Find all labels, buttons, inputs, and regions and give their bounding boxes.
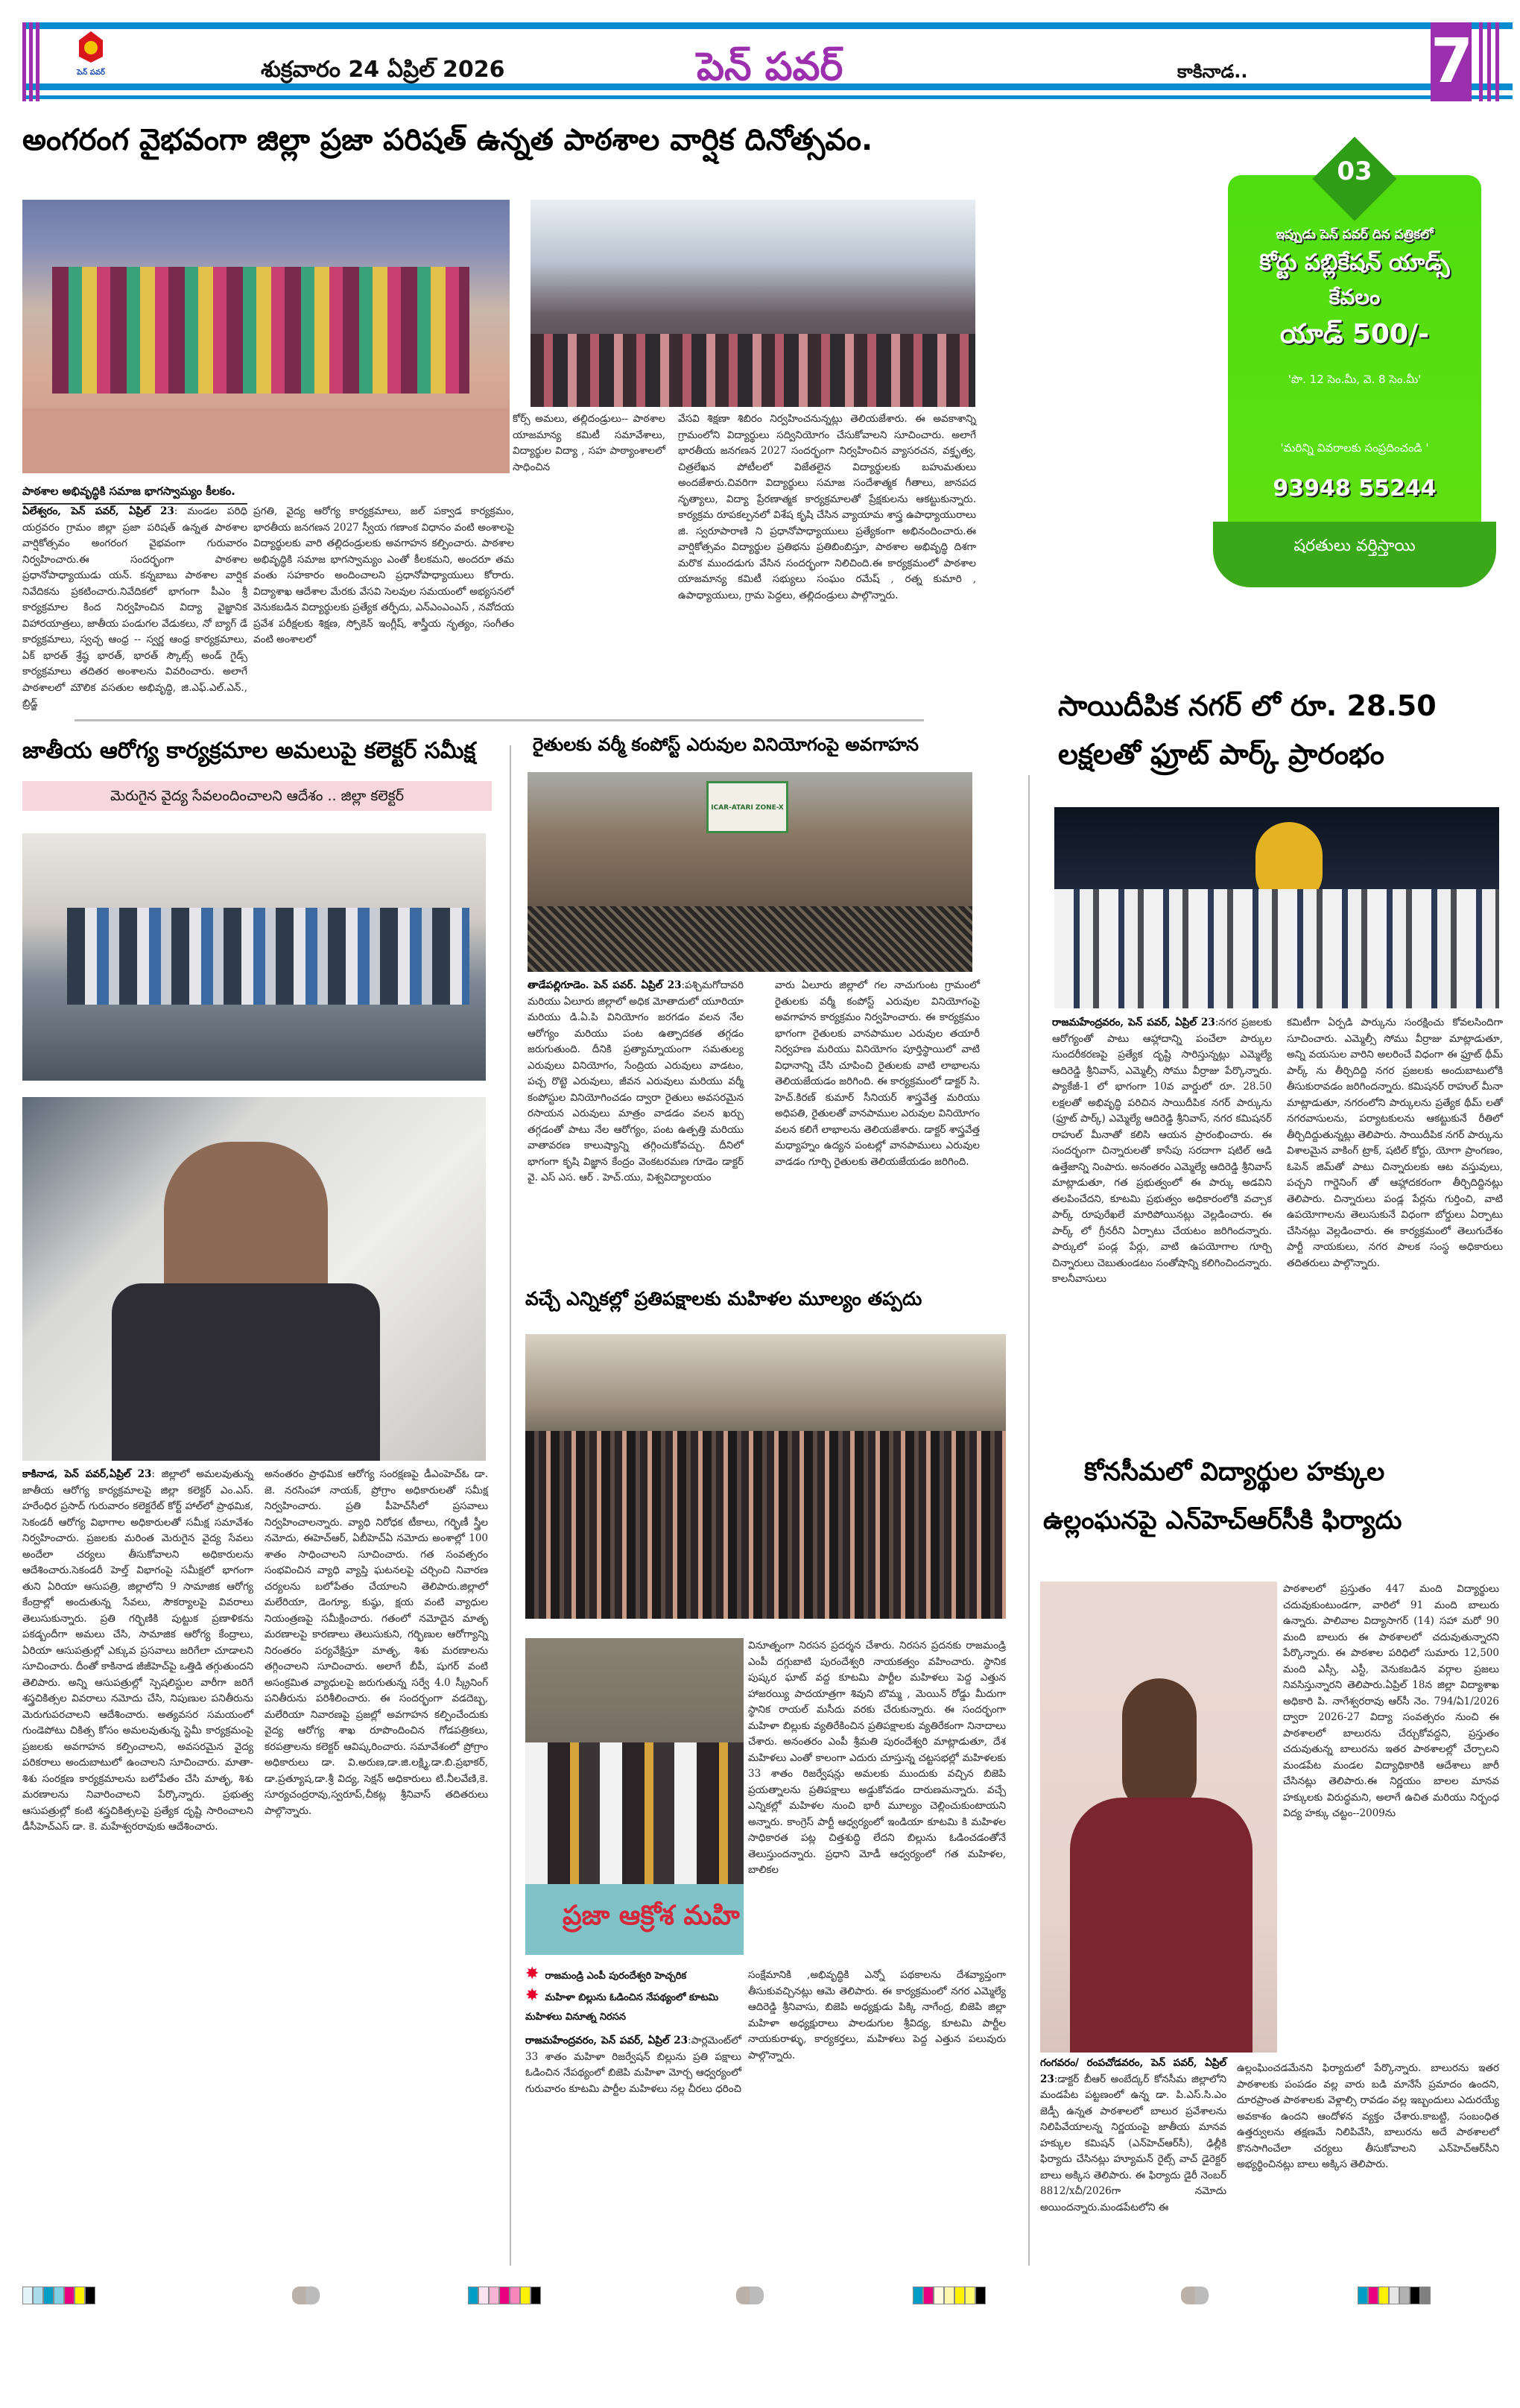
bullet-text: రాజమండ్రి ఎంపీ పురందేశ్వరి హెచ్చరిక xyxy=(545,1971,687,1982)
registration-mark xyxy=(1181,2287,1209,2304)
article2-photo-collector xyxy=(22,1097,486,1461)
masthead-top-band xyxy=(22,22,1513,29)
protest-banner-text: ప్రజా ఆక్రోశ మహి xyxy=(563,1900,740,1931)
bullet-text: మహిళా బిల్లును ఓడించిన నేపథ్యంలో కూటమి మహిళలు వినూత్న నిరసన xyxy=(525,1992,719,2023)
article4-bullets xyxy=(525,1965,741,2027)
article3-headline: రైతులకు వర్మీ కంపోస్ట్ ఎరువుల వినియోగంపై అవగాహన xyxy=(533,734,919,755)
color-swatch xyxy=(478,2287,489,2304)
cmyk-color-bar xyxy=(468,2287,541,2304)
article4-column-2a: వినూత్నంగా నిరసన ప్రదర్శన చేశారు. నిరసన ప్రదనకు రాజమండ్రి ఎంపీ దగ్గుబాటి పురందేశ్వరి నాయకత్వం వహించారు. స్థానిక పుష్కర ఘాట్ వద్ద కూటమి పార్టీల మహిళలు పెద్ద ఎత్తున హాజరయ్యి పాదయాత్రగా శివుని బొమ్మ , మెయిన్ రోడ్డు మీదుగా స్థానిక రాయల్ మసీదు వరకు చేరుకున్నారు. ఈ సందర్భంగా మహిళా బిల్లుకు వ్యతిరేకించిన ప్రతిపక్షాలకు వ్యతిరేకంగా నినాదాలు చేశారు. అనంతరం ఎంపీ శ్రీమతి పురందేశ్వరి మాట్లాడుతూ, దేశ మహిళలు ఎంతో కాలంగా ఎదురు చూస్తున్న చట్టసభల్లో మహిళలకు 33 శాతం రిజర్వేషన్లు అమలకు ముందుకు వచ్చిన బిజెపి ప్రయత్నాలను ప్రతిపక్షాలు అడ్డుకోవడం దారుణమన్నారు. వచ్చే ఎన్నికల్లో మహిళల నుంచి భారీ మూల్యం చెల్లించుకుంటాయని అన్నారు. కాంగ్రెస్ పార్టీ ఆధ్వర్యంలో ఇండియా కూటమి కి మహిళల సాధికారత పట్ల చిత్తశుద్ధి లేదని బిల్లును ఓడించడంతోనే తెలుస్తుందన్నారు. ప్రధాని మోడీ ఆధ్వర్యంలో గత మహిళల, బాలికల xyxy=(748,1640,1006,1876)
compost-bed xyxy=(528,906,972,972)
article2-headline: జాతీయ ఆరోగ్య కార్యక్రమాల అమలుపై కలెక్టర్ సమీక్ష xyxy=(22,738,476,764)
color-swatch xyxy=(33,2287,43,2304)
article6-side-column: పాఠశాలలో ప్రస్తుతం 447 మంది విద్యార్థులు చదువుకుంటుండగా, వారిలో 91 మంది బాలురు ఉన్నారు. పాలివాల విద్యాసాగర్ (14) సహా మరో 90 మంది బాలురు ఈ పాఠశాలలో చదువుతున్నారని పేర్కొన్నారు. ఈ పాఠశాల పరిధిలో సుమారు 12,500 మంది ఎస్సీ, ఎస్టీ, వెనుకబడిన వర్గాల ప్రజలు నివసిస్తున్నారని తెలిపారు.ఏప్రిల్ 18న జిల్లా విద్యాశాఖ అధికారి పి. నాగేశ్వరరావు ఆర్‌సీ నెం. 794/ఏ1/2026 ద్వారా 2026-27 విద్యా సంవత్సరం నుంచి ఈ పాఠశాలలో బాలురను చేర్చుకోవద్దని, ప్రస్తుతం చదువుతున్న బాలురను ఇతర పాఠశాలల్లో చేర్చాలని మండపేట మండల విద్యాధికారికి ఆదేశాలు జారీ చేసినట్లు తెలిపారు.ఈ నిర్ణయం బాలల మానవ హక్కులకు విరుద్ధమని, అలాగే ఉచిత మరియు నిర్బంధ విద్య హక్కు చట్టం--2009ను xyxy=(1283,1583,1499,1819)
color-swatch xyxy=(1420,2287,1431,2304)
newspaper-title: పెన్ పవర్ xyxy=(697,45,843,89)
article1-column-2b: ప్రగతి, వైద్య ఆరోగ్య కార్యక్రమాలు, జల్ పక్వాడ కార్యక్రమం, భారతీయ జనగణన 2027 స్వీయ గణాంక విధానం వంటి అంశాలపై విద్యార్థులకు వారి తల్లిదండ్రులకు అవగాహన కల్పించారు. పాఠశాల అభివృద్ధికి సమాజ భాగస్వామ్యం ఎంతో కీలకమని, అందరూ తమ వంతు సహకారం అందించాలని ప్రధానోపాధ్యాయులు కోరారు. విద్యాశాఖ ఆదేశాల మేరకు వేసవి సెలవుల సమయంలో అభ్యసనలో వెనుకబడిన విద్యార్థులకు ప్రత్యేక తర్ఫీదు, ఎన్ఎంఎంఎస్ , నవోదయ ప్రవేశ పరీక్షలకు శిక్షణ, స్పోకెన్ ఇంగ్లీష్, శాస్త్రీయ నృత్యం, సంగీతం వంటి అంశాలలో xyxy=(253,505,514,645)
article1-subhead: పాఠశాల అభివృద్ధికి సమాజ భాగస్వామ్యం కీలకం. xyxy=(22,484,247,505)
article1-dateline: ఏలేశ్వరం, పెన్ పవర్, ఏప్రిల్ 23 xyxy=(22,505,174,517)
article5-headline-line1: సాయిదీపిక నగర్ లో రూ. 28.50 xyxy=(1058,689,1437,722)
article1-photo-stage xyxy=(22,200,510,473)
cmyk-color-bar xyxy=(913,2287,986,2304)
color-swatch xyxy=(499,2287,510,2304)
protest-crowd xyxy=(525,1431,1006,1619)
color-swatch xyxy=(489,2287,499,2304)
edition-city: కాకినాడ.. xyxy=(1177,61,1248,82)
color-swatch xyxy=(954,2287,965,2304)
article1-column-2a: కోర్స్ అమలు, తల్లిదండ్రులు-- పాఠశాల యాజమాన్య కమిటీ సమావేశాలు, విద్యార్థుల విద్యా , సహ పాఠ్యాంశాలలో సాధించిన xyxy=(513,413,665,473)
color-swatch xyxy=(934,2287,944,2304)
article6-headline-line1: కోనసీమలో విద్యార్థుల హక్కుల xyxy=(1084,1457,1385,1487)
color-swatch xyxy=(520,2287,531,2304)
article3-column-2: వారు ఏలూరు జిల్లాలో గల నాచుగుంట గ్రామంలో రైతులకు వర్మీ కంపోస్ట్ ఎరువుల వినియోగంపై అవగాహన కార్యక్రమం నిర్వహించారు. ఈ కార్యక్రమం భాగంగా రైతులకు వానపాముల ఎరువుల తయారీ నిర్వహణ మరియు వినియోగం పూర్తిస్థాయిలో వాటి విధానాన్ని చేసి చూపించి రైతులకు వాటి లాభాలను తెలియజేయడం జరిగింది. ఈ కార్యక్రమంలో డాక్టర్ సి. హెచ్.కిరణ్ కుమార్ సీనియర్ శాస్త్రవేత్త మరియు అధిపతి, రైతులతో వానపాముల ఎరువుల వినియోగం వలన కలిగే లాభాలను తెలియజేశారు. డాక్టర్ శాస్త్రవేత్త మధ్యాహ్నం ఉద్యన పంటల్లో వానపాములు ఎరువుల వాడడం గూర్చి రైతులకు తెలియజేయడం జరిగింది. xyxy=(775,979,980,1168)
ad-number: 03 xyxy=(1337,157,1372,186)
article1-col1-text: : మండల పరిధి యర్రవరం గ్రామం జిల్లా ప్రజా పరిషత్ ఉన్నత పాఠశాల వార్షికోత్సవం అంగరంగ వైభవంగా గురువారం నిర్వహించారు.ఈ సందర్భంగా పాఠశాల ప్రధానోపాధ్యాయుడు యన్. కన్నబాబు పాఠశాల వార్షిక నివేదికను ప్రకటించారు.నివేదికలో భాగంగా పీఎం శ్రీ కార్యక్రమాల కింద నిర్వహించిన విద్యా వైజ్ఞానిక విహారయాత్రలు, జాతీయ పండుగల వేడుకలు, నో బ్యాగ్ డే కార్యక్రమాలు, స్వచ్ఛ ఆంధ్ర -- స్వర్ణ ఆంధ్ర కార్యక్రమాలు, ఏక్ భారత్ శ్రేష్ఠ భారత్, భారత్ స్కౌట్స్ అండ్ గైడ్స్ కార్యక్రమాలు తదితర అంశాలను వివరించారు. అలాగే పాఠశాలలో మౌలిక వసతుల అభివృద్ధి, జి.ఎఫ్.ఎల్.ఎన్., బ్రిడ్జ్ xyxy=(22,505,247,710)
masthead-stripe xyxy=(1479,22,1483,101)
protest-banner xyxy=(525,1884,744,1955)
color-swatch xyxy=(913,2287,923,2304)
article5-headline-line2: లక్షలతో ఫ్రూట్ పార్క్ ప్రారంభం xyxy=(1058,738,1384,771)
article4-column-1 xyxy=(525,2033,741,2097)
ad-line-3: కేవలం xyxy=(1329,285,1381,309)
star-bullet-icon: ✸ xyxy=(525,1986,539,2005)
masthead-stripe xyxy=(29,22,33,101)
article1-photo-audience xyxy=(531,200,975,407)
audience xyxy=(531,334,975,407)
officials-holding-posters xyxy=(67,908,469,1005)
masthead-stripe xyxy=(22,22,26,101)
court-publication-ad xyxy=(1213,149,1496,589)
article5-column-2: కమిటీగా ఏర్పడి పార్కును సంరక్షించు కోవలసిందిగా సూచించారు. ఎమ్మెల్సీ సోము వీర్రాజు మాట్లాడుతూ, అన్ని వయసుల వారిని అలరించే విధంగా ఈ ఫ్రూట్ థీమ్ పార్క్ ను తీర్చిదిద్ది నగర ప్రజలకు అందుబాటులోకి తీసుకురావడం జరిగిందన్నారు. కమిషనర్ రాహుల్ మీనా మాట్లాడుతూ, నగరంలోని పార్కులను ప్రత్యేక థీమ్ లతో నగరవాసులను, పర్యాటకులను ఆకట్టుకునే రీతిలో తీర్చిదిద్దుతున్నట్లు తెలిపారు. సాయిదీపిక నగర్ పార్కును విశాలమైన వాకింగ్ ట్రాక్, షటిల్ కోర్టు, యోగా ప్రాంగణం, ఓపెన్ జిమ్‌తో పాటు చిన్నారులకు ఆట వస్తువులు, పచ్చని గార్డెనింగ్ తో ఆహ్లాదకరంగా తీర్చిదిద్దినట్లు తెలిపారు. చిన్నారులు పండ్ల పేర్లను గుర్తించి, వాటి ఉపయోగాలను తెలుసుకునే విధంగా బోర్డులు ఏర్పాటు చేసినట్లు వెల్లడించారు. ఈ కార్యక్రమంలో తెలుగుదేశం పార్టీ నాయకులు, నగర పాలక సంస్థ అధికారులు తదితరులు పాల్గొన్నారు. xyxy=(1287,1017,1503,1269)
color-swatch xyxy=(64,2287,75,2304)
article6-photo-portrait xyxy=(1040,1581,1277,2053)
masthead-stripe xyxy=(1495,22,1499,101)
ad-phone[interactable]: 93948 55244 xyxy=(1273,475,1437,502)
article3-col1-text: :పశ్చిమగోదావరి మరియు ఏలూరు జిల్లాలో అధిక మోతాదులో యూరియా మరియు డి.ఏ.పి వినియోగం జరగడం వలన నేల ఆరోగ్యం మరియు పంట ఉత్పాదకత తగ్గడం జరుగుతుంది. దీనికి ప్రత్యామ్నాయంగా సమతుల్య ఎరువులు వినియోగం, సేంద్రియ ఎరువులు వాడటం, పచ్చ రొట్టె ఎరువులు, జీవన ఎరువులు మరియు వర్మీ కంపోస్టుల వినియోగించడం ద్వారా రైతులు అవసరమైన రసాయన ఎరువులు మాత్రం వాడడం వలన ఖర్చు తగ్గడంతో పాటు నేల ఆరోగ్యం, పంట ఉత్పత్తి మరియు వాతావరణ కాలుష్యాన్ని తగ్గించుకోవచ్చు. దీనిలో భాగంగా కృషి విజ్ఞాన కేంద్రం వెంకటరమణ గూడెం డాక్టర్ వై. ఎస్ ఎస. ఆర్ . హెచ్.యు, విశ్వవిద్యాలయం xyxy=(528,979,744,1184)
page-number: 7 xyxy=(1431,22,1472,101)
performers xyxy=(52,267,469,394)
article6-dateline: గంగవరం/ రంపచోడవరం, పెన్ పవర్, ఏప్రిల్ 23 xyxy=(1040,2057,1226,2085)
article4-column-2b: సంక్షేమానికి ,అభివృద్ధికి ఎన్నో పథకాలను దేశవ్యాప్తంగా తీసుకువచ్చినట్లు ఆమె తెలిపారు. ఈ కార్యక్రమంలో నగర ఎమ్మెల్యే ఆదిరెడ్డి శ్రీనివాసు, బిజెపి అధ్యక్షుడు పిక్కి నాగేంద్ర, బిజెపి జిల్లా మహిళా అధ్యక్షురాలు పాలడుగుల శ్రీవిద్య, కూటమి పార్టీల నాయకురాళ్ళు, కార్యకర్తలు, మహిళలు పెద్ద ఎత్తున పలువురు పాల్గొన్నారు. xyxy=(748,1969,1006,2061)
color-swatch xyxy=(1378,2287,1389,2304)
dignitaries-group xyxy=(1054,889,1499,1008)
article4-bullet xyxy=(525,1986,741,2027)
article1-column-1 xyxy=(22,504,247,712)
color-swatch xyxy=(1368,2287,1378,2304)
masthead-stripe xyxy=(1487,22,1491,101)
article3-column-1 xyxy=(528,978,744,1186)
article2-column-1 xyxy=(22,1467,253,1836)
article3-photo-compost xyxy=(528,772,972,972)
ad-line-2: కోర్టు పబ్లికేషన్ యాడ్స్ xyxy=(1259,250,1450,276)
color-swatch xyxy=(1399,2287,1410,2304)
column-rule xyxy=(510,745,511,2266)
newspaper-logo xyxy=(73,30,109,79)
color-swatch xyxy=(944,2287,954,2304)
cmyk-color-bar xyxy=(1358,2287,1431,2304)
color-swatch xyxy=(1410,2287,1420,2304)
color-swatch xyxy=(510,2287,520,2304)
article2-col1-text: : జిల్లాలో అమలవుతున్న జాతీయ ఆరోగ్య కార్యక్రమాలపై జిల్లా కలెక్టర్ ఎం.ఎస్. హరేంధిర ప్రసాద్ గురువారం కలెక్టరేట్ కోర్ట్ హాల్‌లో ప్రాథమిక, సెకండరీ ఆరోగ్య విభాగాల అధికారులతో సమీక్ష సమావేశం నిర్వహించారు. ప్రజలకు మరింత మెరుగైన వైద్య సేవలు అందేలా చర్యలు తీసుకోవాలని అధికారులను ఆదేశించారు.సెకండరీ హెల్త్ విభాగంపై సమీక్షలో భాగంగా తుని ఏరియా ఆసుపత్రి, జిల్లాలోని 9 సామాజిక ఆరోగ్య కేంద్రాల్లో అందుతున్న సేవలు, సౌకర్యాలపై వివరాలు తెలుసుకున్నారు. ప్రతి గర్భిణికి పుట్టుక ప్రణాళికను పకడ్బందీగా అమలు చేసి, సామాజిక ఆరోగ్య కేంద్రాలు, ఏరియా ఆసుపత్రుల్లో ఎక్కువ ప్రసవాలు జరిగేలా చూడాలని సూచించారు. దీంతో కాకినాడ జీజీహెచ్‌పై ఒత్తిడి తగ్గుతుందని తెలిపారు. అన్ని ఆసుపత్రుల్లో స్పెషలిస్టుల వారీగా జరిగే శస్త్రచికిత్సల వివరాలు నమోదు చేసి, నిపుణుల పనితీరును మెరుగుపరచాలని ఆదేశించారు. అత్యవసర సమయంలో గుండెపోటు చికిత్స కోసం అమలవుతున్న స్టెమీ కార్యక్రమంపై ప్రజలకు అవగాహన కల్పించాలని, అవసరమైన వైద్య పరికరాలు అందుబాటులో ఉంచాలని సూచించారు. మాతా-శిశు సంరక్షణ కార్యక్రమాలను బలోపేతం చేసి మాతృ, శిశు మరణాలను నివారించాలని పేర్కొన్నారు. ప్రభుత్వ ఆసుపత్రుల్లో కంటి శస్త్రచికిత్సలపై ప్రత్యేక దృష్టి సారించాలని డీసీహెచ్ఎస్ డా. కె. మహేశ్వరరావుకు ఆదేశించారు. xyxy=(22,1468,253,1833)
article2-photo-meeting xyxy=(22,833,486,1081)
ad-size: 'పొ. 12 సెం.మీ, వె. 8 సెం.మీ' xyxy=(1288,373,1422,386)
issue-date: శుక్రవారం 24 ఏప్రిల్ 2026 xyxy=(261,57,505,83)
article5-column-1 xyxy=(1052,1015,1272,1288)
registration-mark xyxy=(292,2287,320,2304)
article4-dateline: రాజమహేంద్రవరం, పెన్ పవర్, ఏప్రిల్ 23 xyxy=(525,2035,688,2047)
ad-price: యాడ్ 500/- xyxy=(1279,319,1430,350)
column-rule xyxy=(1028,775,1030,2266)
article2-column-2: అనంతరం ప్రాథమిక ఆరోగ్య సంరక్షణపై డీఎంహెచ్ఓ డా. జె. నరసింహా నాయక్, ప్రోగ్రాం అధికారులతో సమీక్ష నిర్వహించారు. ప్రతి పీహెచ్‌సీలో ప్రసవాలు నిర్వహించాలన్నారు. వ్యాధి నిరోధక టీకాలు, గర్భిణీ స్త్రీల నమోదు, ఈహెచ్ఆర్, ఏబీహెచ్ఏ నమోదు అంశాల్లో 100 శాతం సాధించాలని సూచించారు. గత సంవత్సరం సంభవించిన వ్యాధి వ్యాప్తి ఘటనలపై చర్చించి నివారణ చర్యలను బలోపేతం చేయాలని తెలిపారు.జిల్లాలో మలేరియా, డెంగ్యూ, కుష్ఠు, క్షయ వంటి వ్యాధుల నియంత్రణపై సమీక్షించారు. గతంలో నమోదైన మాతృ మరణాలపై కారణాలు తెలుసుకుని, గర్భిణుల ఆరోగ్యాన్ని నిరంతరం పర్యవేక్షిస్తూ మాతృ, శిశు మరణాలను తగ్గించాలని సూచించారు. అలాగే బీపీ, షుగర్ వంటి అసంక్రమిత వ్యాధులపై జరుగుతున్న సర్వే 4.0 స్క్రీనింగ్ పనితీరును పరిశీలించారు. ఈ సందర్భంగా వడదెబ్బ, మలేరియా నివారణపై ప్రజల్లో అవగాహన కల్పించేందుకు వైద్య ఆరోగ్య శాఖ రూపొందించిన గోడపత్రికలు, కరపత్రాలను కలెక్టర్ ఆవిష్కరించారు. సమావేశంలో ప్రోగ్రాం అధికారులు డా. వి.అరుణ,డా.జి.లక్ష్మి,డా.బి.ప్రభాకర్, డా.ప్రత్యూష,డా.శ్రీ విద్య, సెక్షన్ అధికారులు టి.నీలవేణి,కె. సూర్యచంద్రరావు,స్వరూప్,చీకట్ల శ్రీనివాస్ తదితరులు పాల్గొన్నారు. xyxy=(265,1468,488,1817)
section-divider xyxy=(75,719,924,721)
color-swatch xyxy=(1358,2287,1368,2304)
portrait-shirt xyxy=(1070,1798,1253,2053)
article4-photo-crowd xyxy=(525,1334,1006,1619)
stage-floor xyxy=(22,408,510,473)
color-swatch xyxy=(965,2287,975,2304)
svg-text:పెన్ పవర్: పెన్ పవర్ xyxy=(77,69,105,77)
icar-banner: ICAR-ATARI ZONE-X xyxy=(706,781,788,833)
article2-subhead: మెరుగైన వైద్య సేవలందించాలని ఆదేశం .. జిల్లా కలెక్టర్ xyxy=(22,781,492,811)
article5-dateline: రాజమహేంద్రవరం, పెన్ పవర్, ఏప్రిల్ 23 xyxy=(1052,1017,1215,1028)
article4-photo-speaker xyxy=(525,1638,744,1955)
color-swatch xyxy=(468,2287,478,2304)
color-swatch xyxy=(54,2287,64,2304)
star-bullet-icon: ✸ xyxy=(525,1965,539,1983)
article6-headline-line2: ఉల్లంఘనపై ఎన్‌హెచ్ఆర్‌సీకి ఫిర్యాదు xyxy=(1043,1505,1402,1535)
color-swatch xyxy=(22,2287,33,2304)
ad-terms: షరతులు వర్తిస్తాయి xyxy=(1293,537,1416,555)
collector-jacket xyxy=(112,1283,380,1461)
portrait-face xyxy=(1122,1678,1197,1813)
article5-col1-text: :నగర ప్రజలకు ఆరోగ్యంతో పాటు ఆహ్లాదాన్ని పంచేలా పార్కుల సుందరీకరణపై ప్రత్యేక దృష్టి సారిస్తున్నట్లు ఎమ్మెల్యే ఆదిరెడ్డి శ్రీనివాస్, ఎమ్మెల్సీ సోము వీర్రాజు పేర్కొన్నారు. ప్యాకేజీ-1 లో భాగంగా 10వ వార్డులో రూ. 28.50 లక్షలతో అభివృద్ధి పరిచిన సాయిదీపిక నగర్ పార్కును (ఫ్రూట్ పార్క్) ఎమ్మెల్యే ఆదిరెడ్డి శ్రీనివాస్, నగర కమిషనర్ రాహుల్ మీనాతో కలిసి ఆయన ప్రారంభించారు. ఈ సందర్భంగా చిన్నారులతో కాసేపు సరదాగా షటిల్ ఆడి ఉత్తేజాన్ని నింపారు. అనంతరం ఎమ్మెల్యే ఆదిరెడ్డి శ్రీనివాస్ మాట్లాడుతూ, గత ప్రభుత్వంలో ఈ పార్కు అడవిని తలపించేదని, కూటమి ప్రభుత్వం అధికారంలోకి వచ్చాక పార్క్ రూపురేఖలే మారిపోయినట్లు వెల్లడించారు. ఈ పార్క్ లో గ్రీనరీని ఏర్పాటు చేయటం జరిగిందన్నారు. పార్కులో పండ్ల పేర్లు, వాటి ఉపయోగాల గూర్చి చిన్నారులు చెబుతుండటం సంతోషాన్ని కలిగించిందన్నారు. కాలనీవాసులు xyxy=(1052,1017,1272,1285)
article1-headline: అంగరంగ వైభవంగా జిల్లా ప్రజా పరిషత్ ఉన్నత పాఠశాల వార్షిక దినోత్సవం. xyxy=(22,123,873,157)
article6-column-2: ఉల్లంఘించడమేనని ఫిర్యాదులో పేర్కొన్నారు. బాలురను ఇతర పాఠశాలకు పంపడం వల్ల వారు బడి మానేసే ప్రమాదం ఉందని, దూరప్రాంత పాఠశాలకు వెళ్లాల్సి రావడం వల్ల ఇబ్బందులు ఎదురయ్యే అవకాశం ఉందని ఆందోళన వ్యక్తం చేశారు.కాబట్టి, సంబంధిత ఉత్తర్వులను తక్షణమే నిలిపివేసి, బాలురను అదే పాఠశాలలో కొనసాగించేలా చర్యలు తీసుకోవాలని ఎన్‌హెచ్ఆర్‌సీని అభ్యర్థించినట్లు బాలు అక్కిస తెలిపారు. xyxy=(1237,2062,1499,2170)
color-swatch xyxy=(1389,2287,1399,2304)
article4-col1-text: :పార్లమెంట్‌లో 33 శాతం మహిళా రిజర్వేషన్ బిల్లును ప్రతి పక్షాలు ఓడించిన నేపథ్యంలో బిజెపి మహిళా మోర్చ ఆధ్వర్యంలో గురువారం కూటమి పార్టీల మహిళలు నల్ల చీరలు ధరించి xyxy=(525,2035,741,2095)
ad-contact-label: 'మరిన్ని వివరాలకు సంప్రదించండి ' xyxy=(1280,441,1429,455)
color-swatch xyxy=(975,2287,986,2304)
color-swatch xyxy=(531,2287,541,2304)
color-swatch xyxy=(923,2287,934,2304)
article5-photo-park xyxy=(1054,807,1499,1008)
article6-column-1 xyxy=(1040,2055,1226,2216)
article4-bullet xyxy=(525,1965,741,1986)
color-swatch xyxy=(75,2287,85,2304)
masthead-stripe xyxy=(36,22,39,101)
color-swatch xyxy=(85,2287,95,2304)
masthead xyxy=(22,22,1513,101)
article6-col1-text: :డాక్టర్ బీఆర్ అంబేద్కర్ కోనసీమ జిల్లాలోని మండపేట పట్టణంలో ఉన్న డా. పి.ఎస్.సి.ఎం జెడ్పీ ఉన్నత పాఠశాలలో బాలుర ప్రవేశాలను నిలిపివేయాలన్న నిర్ణయంపై జాతీయ మానవ హక్కుల కమిషన్ (ఎన్‌హెచ్ఆర్‌సీ), ఢిల్లీకి ఫిర్యాదు చేసినట్లు హ్యూమన్ రైట్స్ వాచ్ డైరెక్టర్ బాలు అక్కిస తెలిపారు. ఈ ఫిర్యాదు డైరీ నెంబర్ 8812/xచీ/2026గా నమోదు అయిందన్నారు.మండపేటలోని ఈ xyxy=(1040,2073,1226,2213)
registration-mark xyxy=(736,2287,764,2304)
article3-dateline: తాడేపల్లిగూడెం. పెన్ పవర్. ఏప్రిల్ 23 xyxy=(528,979,682,991)
cmyk-color-bar xyxy=(22,2287,95,2304)
article2-dateline: కాకినాడ, పెన్ పవర్,ఏప్రిల్ 23 xyxy=(22,1468,152,1480)
article4-headline: వచ్చే ఎన్నికల్లో ప్రతిపక్షాలకు మహిళల మూల్యం తప్పదు xyxy=(525,1288,922,1309)
article1-column-3: వేసవి శిక్షణా శిబిరం నిర్వహించనున్నట్లు తెలియజేశారు. ఈ అవకాశాన్ని గ్రామంలోని విద్యార్థులు సద్వినియోగం చేసుకోవాలని సూచించారు. అలాగే భారతీయ జనగణన 2027 సందర్భంగా నిర్వహించిన వ్యాసరచన, వక్తృత్వ, చిత్రలేఖన పోటీలలో విజేతలైన విద్యార్థులకు బహుమతులు అందజేశారు.చివరిగా విద్యార్థులు సమాజ సందేశాత్మక గీతాలు, జానపద నృత్యాలు, విద్యా ప్రేరణాత్మక కార్యక్రమాలతో ప్రేక్షకులను ఆకట్టుకున్నారు. కార్యక్రమ రూపకల్పనలో విశేష కృషి చేసిన వ్యాయామ శాస్త్ర ఉపాధ్యాయురాలు జి. స్వరూపారాణి ని ప్రధానోపాధ్యాయులు ప్రత్యేకంగా అభినందించారు.ఈ వార్షికోత్సవం విద్యార్థుల ప్రతిభను ప్రతిబింబిస్తూ, పాఠశాల అభివృద్ధి దిశగా మరొక ముందడుగు వేసిన సందర్భంగా నిలిచింది.ఈ కార్యక్రమంలో పాఠశాల యాజమాన్య కమిటీ సభ్యులు సంఘం రమేష్ , రత్న కుమారి , ఉపాధ్యాయులు, గ్రామ పెద్దలు, తల్లిదండ్రులు పాల్గొన్నారు. xyxy=(678,413,976,601)
ad-line-1: ఇప్పుడు పెన్ పవర్ దిన పత్రికలో xyxy=(1276,227,1434,242)
color-swatch xyxy=(43,2287,54,2304)
